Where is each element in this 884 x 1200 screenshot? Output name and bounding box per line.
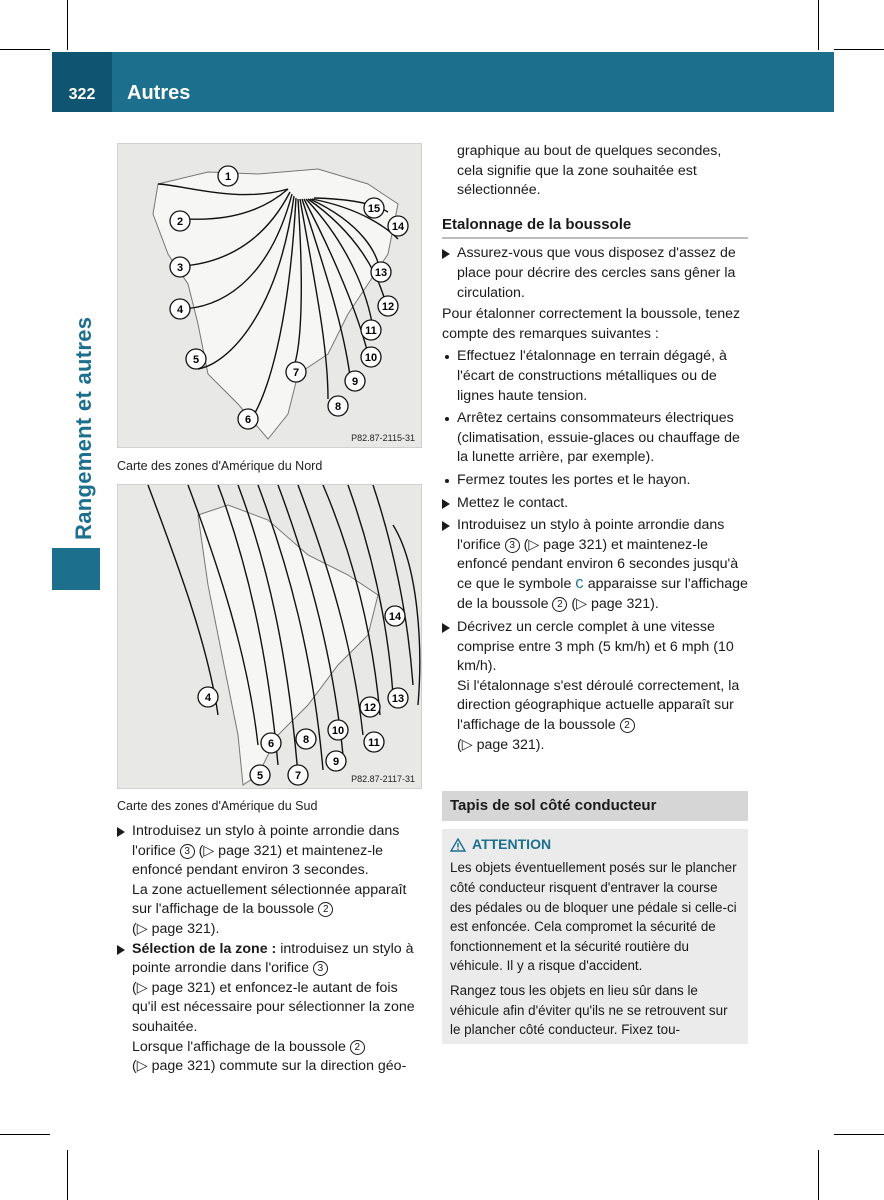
callout-number: 3 [180,844,195,859]
crop-mark [0,49,50,50]
svg-text:12: 12 [381,301,395,313]
warning-title-text: ATTENTION [472,835,552,852]
section-heading: Etalonnage de la boussole [442,215,748,240]
right-column [442,142,748,1044]
zone-callout [328,396,348,416]
zone-callout [261,733,281,753]
map-south-america-figure [118,485,422,789]
svg-text:8: 8 [302,734,310,746]
zone-callout [170,299,190,319]
zone-callout [388,216,408,236]
zone-callout [218,166,238,186]
svg-text:8: 8 [334,401,342,413]
bullet-text: Effectuez l'étalonnage en terrain dégagé, à l'écart de constructions métalliques ou de lignes haute tension. [457,348,727,404]
step-text: Introduisez un stylo à pointe arrondie dans l'orifice [132,823,400,859]
step-text: (▷ page 321) et maintenez-le enfoncé pendant environ 3 secondes. [132,842,384,879]
step-text: (▷ page 321) et enfoncez-le autant de fois qu'il est nécessaire pour sélectionner la zone souhaitée. [132,979,415,1035]
step-text: Introduisez un stylo à pointe arrondie dans l'orifice [457,517,725,553]
step-arrow-icon [442,623,450,633]
instruction-step [442,494,748,514]
zone-callout [328,720,348,740]
zone-callout [198,687,218,707]
bullet-item [442,409,748,468]
zone-callout [238,409,258,429]
instruction-step [442,618,748,755]
zone-callout [288,765,308,785]
callout-number: 2 [552,597,567,612]
bullet-item [442,347,748,406]
svg-text:1: 1 [224,171,232,183]
left-column [117,822,423,1077]
crop-mark [834,49,884,50]
svg-text:4: 4 [176,304,184,316]
zone-callout [170,257,190,277]
bullet-text: Fermez toutes les portes et le hayon. [457,471,691,488]
zone-callout [378,296,398,316]
bullet-dot [445,355,449,359]
zone-callout [364,732,384,752]
zone-callout [360,697,380,717]
zone-callout [361,320,381,340]
map-code: P82.87-2115-31 [351,433,415,443]
zone-callout [250,765,270,785]
svg-text:13: 13 [391,693,405,705]
svg-text:5: 5 [256,770,264,782]
callout-number: 3 [313,961,328,976]
map-south-america [117,484,422,789]
step-arrow-icon [442,521,450,531]
map-caption: Carte des zones d'Amérique du Sud [117,799,318,813]
paragraph: Pour étalonner correctement la boussole, tenez compte des remarques suivantes : [442,306,741,342]
page-number: 322 [52,52,112,112]
svg-text:6: 6 [267,738,275,750]
map-north-america-figure [118,144,422,448]
step-text: Si l'étalonnage s'est déroulé correctement, la direction géographique actuelle apparaît sur l'affichage de la boussole [457,677,740,734]
page-title: Autres [127,82,191,104]
bullet-item [442,471,748,491]
crop-mark [834,1134,884,1135]
zone-callout [385,606,405,626]
instruction-step [117,822,423,940]
svg-text:2: 2 [176,216,184,228]
paragraph: graphique au bout de quelques secondes, cela signifie que la zone souhaitée est sélectionnée. [457,143,722,199]
zone-callout [364,198,384,218]
step-arrow-icon [442,499,450,509]
step-text: Assurez-vous que vous disposez d'assez de place pour décrire des cercles sans gêner la circulation. [457,245,736,301]
zone-callout [388,688,408,708]
callout-number: 2 [620,718,635,733]
step-text: introduisez un stylo à pointe arrondie dans l'orifice [132,940,414,977]
svg-text:7: 7 [292,367,300,379]
warning-text: Rangez tous les objets en lieu sûr dans le véhicule afin d'éviter qu'ils ne se retrouvent sur le plancher côté conducteur. Fixez tou- [450,982,728,1038]
step-label: Sélection de la zone : [132,940,277,957]
crop-mark [0,1134,50,1135]
svg-text:15: 15 [367,203,381,215]
zone-callout [371,262,391,282]
svg-text:6: 6 [244,414,252,426]
step-text: (▷ page 321) et maintenez-le enfoncé pendant environ 6 secondes jusqu'à ce que le symbole [457,536,739,592]
step-arrow-icon [117,827,125,837]
bullet-text: Arrêtez certains consommateurs électriques (climatisation, essuie-glaces ou chauffage de la lunette arrière, par exemple). [457,410,740,466]
bullet-dot [445,479,449,483]
zone-callout [186,349,206,369]
step-text: Lorsque l'affichage de la boussole [132,1038,350,1055]
zone-callout [296,729,316,749]
map-north-america [117,143,422,448]
map-code: P82.87-2117-31 [351,774,415,784]
crop-mark [67,0,68,50]
callout-number: 2 [318,902,333,917]
svg-text:11: 11 [368,737,380,749]
svg-text:4: 4 [204,692,212,704]
instruction-step [442,516,748,615]
side-tab-label: Rangement et autres [71,316,96,540]
warning-text: Les objets éventuellement posés sur le plancher côté conducteur risquent d'entraver la course des pédales ou de bloquer une pédale si celle-ci est enfoncée. Cela compromet la sécurité de fonctionnement et la sécurité routière du véhicule. Il y a risque d'accident. [450,860,737,974]
callout-number: 2 [350,1040,365,1055]
zone-callout [326,751,346,771]
step-text: (▷ page 321). [132,920,220,937]
svg-text:11: 11 [365,325,377,337]
svg-text:3: 3 [176,262,184,274]
svg-text:9: 9 [332,756,340,768]
zone-callout [361,347,381,367]
zone-callout [170,211,190,231]
warning-triangle-icon [450,838,466,852]
step-text: (▷ page 321). [567,596,659,613]
section-heading: Tapis de sol côté conducteur [442,791,748,821]
zone-callout [286,362,306,382]
step-text: Mettez le contact. [457,494,569,511]
crop-mark [818,1150,819,1200]
instruction-step [442,244,748,303]
step-text: Décrivez un cercle complet à une vitesse comprise entre 3 mph (5 km/h) et 6 mph (10 km/h). [457,619,734,675]
warning-title [450,835,740,855]
step-arrow-icon [442,249,450,259]
svg-text:14: 14 [388,611,402,623]
crop-mark [67,1150,68,1200]
bullet-dot [445,417,449,421]
svg-text:13: 13 [374,267,388,279]
svg-text:9: 9 [351,376,359,388]
instruction-step [117,940,423,1077]
side-tab-marker [52,548,100,590]
step-text: La zone actuellement sélectionnée apparaît sur l'affichage de la boussole [132,881,407,918]
warning-box [442,829,748,1044]
svg-text:14: 14 [391,221,405,233]
callout-number: 3 [505,538,520,553]
svg-text:5: 5 [192,354,200,366]
svg-text:10: 10 [364,352,378,364]
svg-text:7: 7 [294,770,302,782]
step-text: (▷ page 321). [457,736,545,753]
svg-text:12: 12 [363,702,377,714]
step-text: (▷ page 321) commute sur la direction géo- [132,1058,407,1075]
step-text: apparaisse sur l'affichage de la boussole [457,575,748,613]
svg-text:10: 10 [331,725,345,737]
page-header [52,52,834,112]
step-arrow-icon [117,945,125,955]
crop-mark [818,0,819,50]
zone-callout [345,371,365,391]
compass-symbol: C [575,576,584,593]
map-caption: Carte des zones d'Amérique du Nord [117,459,323,473]
